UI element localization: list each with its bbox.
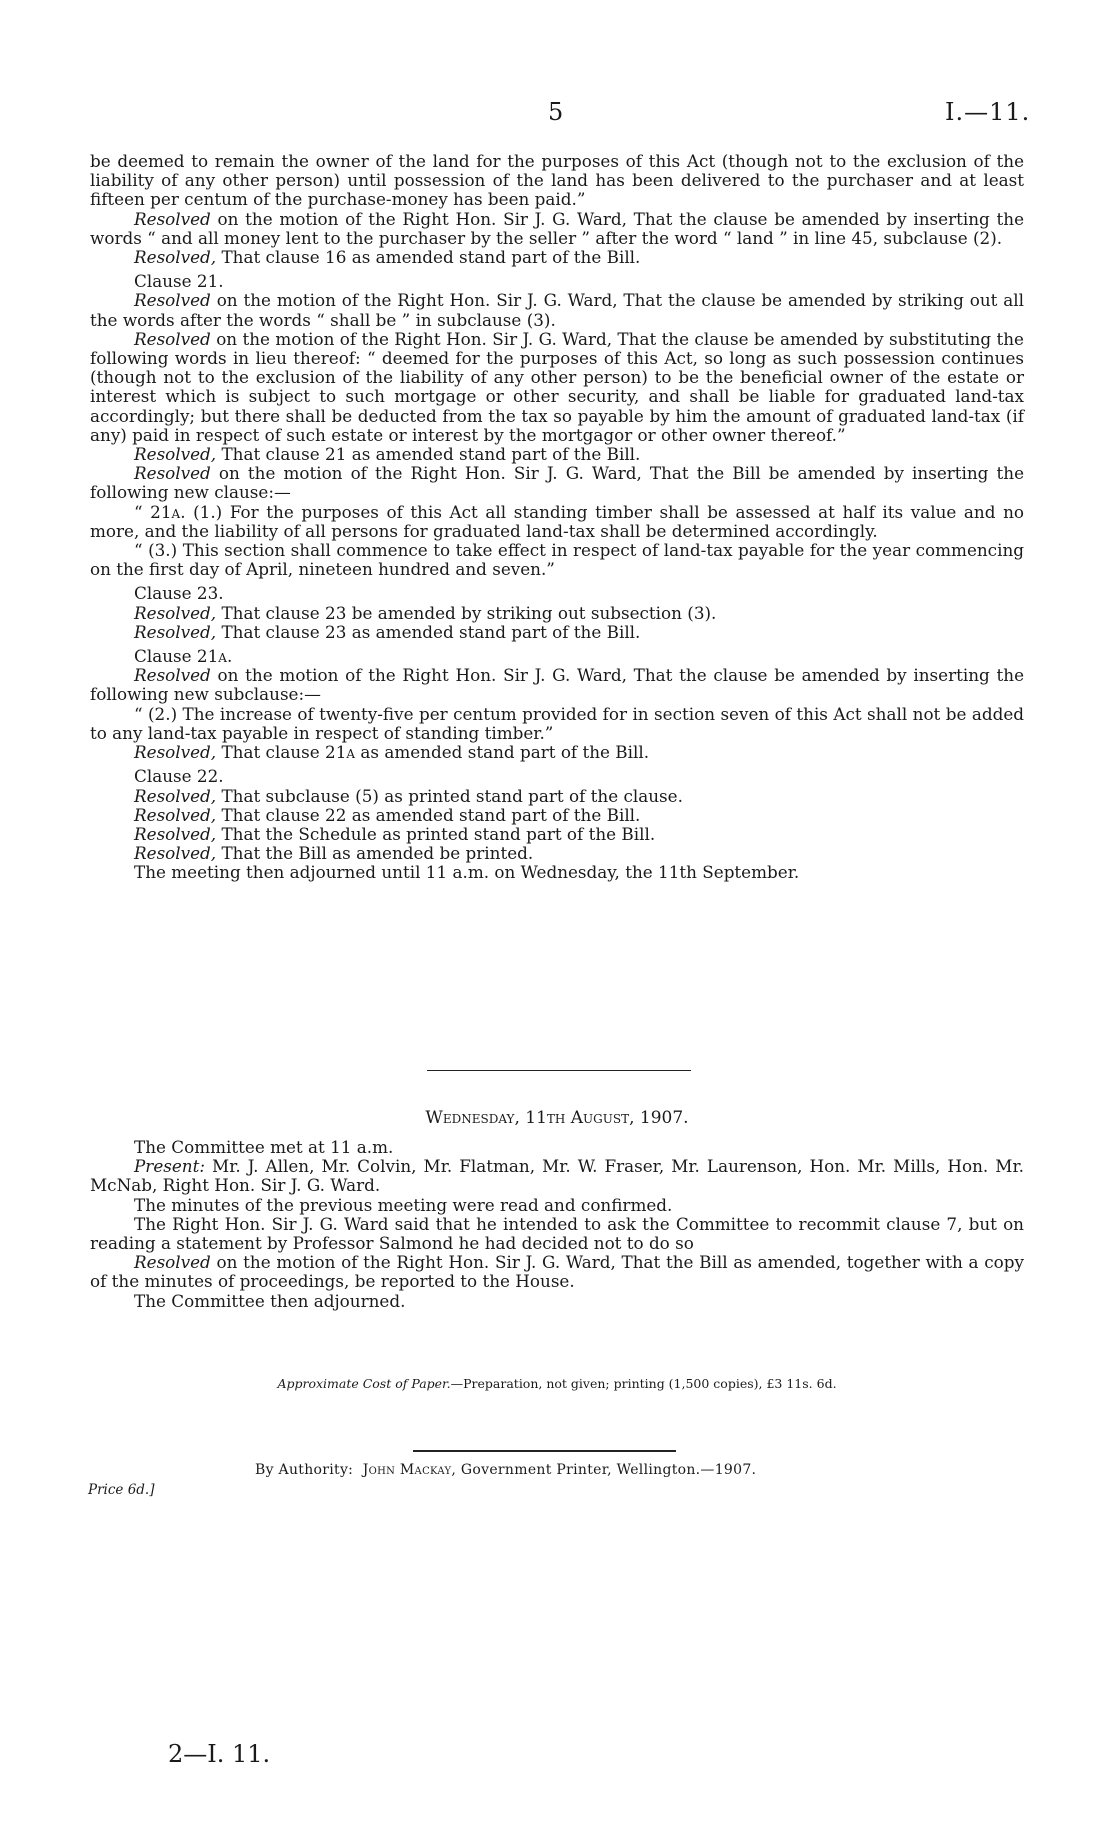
clause-heading: Clause 21a. bbox=[134, 646, 233, 667]
paper-reference: I.—11. bbox=[945, 98, 1031, 126]
second-meeting-body bbox=[90, 1138, 1024, 1311]
cost-note: Approximate Cost of Paper.—Preparation, not given; printing (1,500 copies), £3 11s. 6d. bbox=[277, 1376, 837, 1391]
paragraph: “ (3.) This section shall commence to take effect in respect of land-tax payable for the year commencing on the first day of April, nineteen hundred and seven.” bbox=[90, 540, 1024, 580]
paragraph: Resolved, That clause 21a as amended stand part of the Bill. bbox=[134, 742, 650, 763]
paragraph: Resolved, That clause 23 be amended by striking out subsection (3). bbox=[134, 602, 717, 623]
section-divider bbox=[427, 1070, 691, 1071]
paragraph: Resolved on the motion of the Right Hon. Sir J. G. Ward, That the Bill as amended, together with a copy of the minutes of proceedings, be reported to the House. bbox=[90, 1252, 1024, 1292]
paragraph: The Right Hon. Sir J. G. Ward said that he intended to ask the Committee to recommit clause 7, but on reading a statement by Professor Salmond he had decided not to do so bbox=[90, 1213, 1024, 1254]
paragraph: Resolved on the motion of the Right Hon. Sir J. G. Ward, That the clause be amended by substituting the following words in lieu thereof: “ deemed for the purposes of this Act, so long as such possession continues (though not to the exclusion of the liability of any other person) to be the beneficial owner of the estate or interest which is subject to such mortgage or other security, and shall be liable for graduated land-tax accordingly; but there shall be deducted from the tax so payable by him the amount of graduated land-tax (if any) paid in respect of such estate or interest by the mortgagor or other owner thereof.” bbox=[90, 328, 1024, 445]
footer-divider bbox=[413, 1450, 676, 1452]
paragraph: The Committee then adjourned. bbox=[134, 1290, 406, 1311]
meeting-date-heading: Wednesday, 11th August, 1907. bbox=[425, 1108, 689, 1128]
paragraph: The Committee met at 11 a.m. bbox=[134, 1137, 394, 1157]
paragraph: Resolved on the motion of the Right Hon. Sir J. G. Ward, That the clause be amended by striking out all the words after the words “ shall be ” in subclause (3). bbox=[90, 290, 1024, 330]
signature-mark: 2—I. 11. bbox=[168, 1740, 271, 1768]
paragraph: Resolved, That clause 16 as amended stand part of the Bill. bbox=[134, 247, 641, 268]
paragraph: Resolved, That clause 23 as amended stand part of the Bill. bbox=[134, 621, 641, 642]
price-label: Price 6d.] bbox=[88, 1482, 155, 1498]
paragraph: Resolved, That clause 21 as amended stand part of the Bill. bbox=[134, 444, 641, 465]
minutes-body bbox=[90, 152, 1024, 883]
paragraph: “ 21a. (1.) For the purposes of this Act all standing timber shall be assessed at half its value and no more, and the liability of all persons for graduated land-tax shall be determined accordingly. bbox=[90, 501, 1024, 541]
clause-heading: Clause 22. bbox=[134, 766, 224, 787]
clause-heading: Clause 23. bbox=[134, 583, 224, 604]
paragraph: Resolved, That clause 22 as amended stand part of the Bill. bbox=[134, 804, 641, 825]
paragraph: Resolved on the motion of the Right Hon. Sir J. G. Ward, That the Bill be amended by inserting the following new clause:— bbox=[90, 463, 1024, 503]
paragraph: Resolved on the motion of the Right Hon. Sir J. G. Ward, That the clause be amended by inserting the words “ and all money lent to the purchaser by the seller ” after the word “ land ” in line 45, subclause (2). bbox=[90, 208, 1024, 248]
paragraph: The meeting then adjourned until 11 a.m. on Wednesday, the 11th September. bbox=[134, 862, 800, 883]
paragraph: Resolved, That the Schedule as printed stand part of the Bill. bbox=[134, 823, 656, 844]
page-number: 5 bbox=[548, 98, 564, 126]
clause-heading: Clause 21. bbox=[134, 271, 224, 292]
paragraph: Resolved, That the Bill as amended be printed. bbox=[134, 843, 534, 864]
paragraph: “ (2.) The increase of twenty-five per centum provided for in section seven of this Act shall not be added to any land-tax payable in respect of standing timber.” bbox=[90, 703, 1024, 743]
paragraph: Resolved on the motion of the Right Hon. Sir J. G. Ward, That the clause be amended by inserting the following new subclause:— bbox=[90, 665, 1024, 705]
paragraph: be deemed to remain the owner of the land for the purposes of this Act (though not to the exclusion of the liability of any other person) until possession of the land has been delivered to the purchaser and at least fifteen per centum of the purchase-money has been paid.” bbox=[90, 151, 1024, 210]
paragraph: The minutes of the previous meeting were read and confirmed. bbox=[134, 1194, 673, 1215]
printer-imprint: By Authority: John Mackay, Government Printer, Wellington.—1907. bbox=[255, 1462, 757, 1478]
paragraph: Resolved, That subclause (5) as printed stand part of the clause. bbox=[134, 785, 683, 806]
paragraph: Present: Mr. J. Allen, Mr. Colvin, Mr. Flatman, Mr. W. Fraser, Mr. Laurenson, Hon. Mr. Mills, Hon. Mr. McNab, Right Hon. Sir J. G. Ward. bbox=[90, 1156, 1024, 1196]
